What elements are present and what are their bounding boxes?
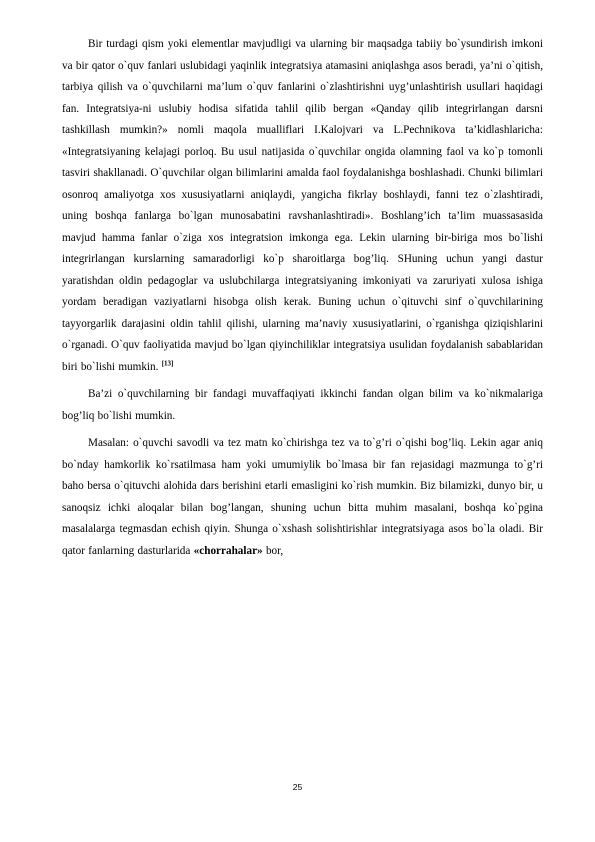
paragraph-3 xyxy=(62,433,543,562)
paragraph-2 xyxy=(62,384,543,427)
paragraph-3-tail: bor, xyxy=(265,544,284,557)
paragraph-3-text: Masalan: o`quvchi savodli va tez matn ko`chirishga tez va to`g’ri o`qishi bog’liq. Lekin agar aniq bo`nday hamkorlik ko`rsatilmasa ham yoki umumiylik bo`lmasa bir fan rejasidagi mazmunga to`g’ri baho bersa o`qituvchi alohida dars berishini etarli emasligini ko`rish mumkin. Biz bilamizki, dunyo bir, u sanoqsiz ichki aloqalar bilan bog’langan, shuning uchun bitta muhim masalani, boshqa ko`pgina masalalarga tegmasdan echish qiyin. Shunga o`xshash solishtirishlar integratsiyaga asos bo`la oladi. Bir qator fanlarning dasturlarida xyxy=(62,437,543,557)
page-number: 25 xyxy=(292,782,303,792)
reference-marker: [13] xyxy=(161,358,174,367)
paragraph-3-bold-term: «chorrahalar» xyxy=(193,544,263,557)
paragraph-1-text: Bir turdagi qism yoki elementlar mavjudligi va ularning bir maqsadga tabiiy bo`ysundirish imkoni va bir qator o`quv fanlari uslubidagi yaqinlik integratsiya atamasini aniqlashga asos beradi, ya’ni o`qitish, tarbiya qilish va o`quvchilarni ma’lum o`quv fanlarini o`zlashtirishni uyg’unlashtirish usullari haqidagi fan. Integratsiya-ni uslubiy hodisa sifatida tahlil qilib bergan «Qanday qilib integrirlangan darsni tashkillash mumkin?» nomli maqola mualliflari I.Kalojvari va L.Pechnikova ta’kidlashlaricha: «Integratsiyaning kelajagi porloq. Bu usul natijasida o`quvchilar ongida olamning faol va ko`p tomonli tasviri shakllanadi. O`quvchilar olgan bilimlarini amalda faol foydalanishga boshlashadi. Chunki bilimlari osonroq amaliyotga xos xususiyatlarni aniqlaydi, yangicha fikrlay boshlaydi, fanni tez o`zlashtiradi, uning boshqa fanlarga bo`lgan munosabatini ravshanlashtiradi». Boshlang’ich ta’lim muassasasida mavjud hamma fanlar o`ziga xos integratsion imkonga ega. Lekin ularning bir-biriga mos bo`lishi integrirlangan kurslarning samaradorligi ko`p sharoitlarga bog’liq. SHuning uchun yangi dastur yaratishdan oldin pedagoglar va uslubchilarga integratsiyaning imkoniyati va zaruriyati xulosa ishiga yordam beradigan vaziyatlarni hisobga olish kerak. Buning uchun o`qituvchi sinf o`quvchilarining tayyorgarlik darajasini oldin tahlil qilishi, ularning ma’naviy xususiyatlarini, o`rganishga qiziqishlarini o`rganadi. O`quv faoliyatida mavjud bo`lgan qiyinchiliklar integratsiya usulidan foydalanish sabablaridan biri bo`lishi mumkin. xyxy=(62,38,543,373)
paragraph-1 xyxy=(62,34,543,378)
page-body xyxy=(62,34,543,568)
paragraph-2-text: Ba’zi o`quvchilarning bir fandagi muvaffaqiyati ikkinchi fandan olgan bilim va ko`nikmalariga bog’liq bo`lishi mumkin. xyxy=(62,388,543,422)
